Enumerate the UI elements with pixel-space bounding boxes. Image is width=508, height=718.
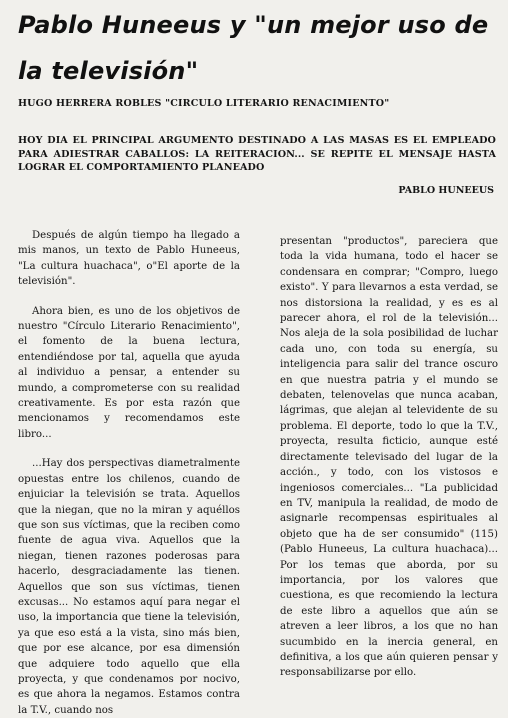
article-byline: HUGO HERRERA ROBLES "CIRCULO LITERARIO RENACIMIENTO" <box>18 98 390 109</box>
headline-line-2: la televisión" <box>18 57 199 85</box>
body-column-left <box>18 228 240 716</box>
body-paragraph: presentan "productos", pareciera que toda la vida humana, todo el hacer se condensara en comprar; "Compro, luego existo". Y para llevarnos a esta verdad, se nos distorsiona la realidad, y es es al parecer ahora, el rol de la televisión... Nos aleja de la sola posibilidad de luchar cada uno, con toda su energía, su inteligencia para salir del trance oscuro en que nuestra patria y el mundo se debaten, telenovelas que nunca acaban, lágrimas, que alejan al televidente de su problema. El deporte, todo lo que la T.V., proyecta, resulta ficticio, aunque esté directamente televisado del lugar de la acción., y todo, con los vistosos e ingeniosos comerciales... "La publicidad en TV, manipula la realidad, de modo de asignarle recompensas espirituales al objeto que ha de ser consumido" (115) (Pablo Huneeus, La cultura huachaca)... Por los temas que aborda, por su importancia, por los valores que cuestiona, es que recomiendo la lectura de este libro a aquellos que aún se atreven a leer libros, a los que no han sucumbido en la inercia general, en definitiva, a los que aún quieren pensar y responsabilizarse por ello. <box>280 236 498 679</box>
body-paragraph: Ahora bien, es uno de los objetivos de nuestro "Círculo Literario Renacimiento", el fomento de la buena lectura, entendiéndose por tal, aquella que ayuda al individuo a pensar, a entender su mundo, a comprometerse con su realidad creativamente. Es por esta razón que mencionamos y recomendamos este libro... <box>18 305 240 440</box>
deck-quote-author: PABLO HUNEEUS <box>398 185 494 196</box>
body-paragraph: Después de algún tiempo ha llegado a mis manos, un texto de Pablo Huneeus, "La cultura huachaca", o"El aporte de la televisión". <box>18 230 240 288</box>
body-column-right <box>280 234 498 695</box>
body-paragraph: ...Hay dos perspectivas diametralmente opuestas entre los chilenos, cuando de enjuiciar la televisión se trata. Aquellos que la niegan, que no la miran y aquéllos que son sus víctimas, que la reciben como fuente de agua viva. Aquellos que la niegan, tienen razones poderosas para hacerlo, desgraciadamente las tienen. Aquellos que son sus víctimas, tienen excusas... No estamos aquí para negar el uso, la importancia que tiene la televisión, ya que eso está a la vista, sino más bien, que por ese alcance, por esa dimensión que adquiere todo aquello que ella proyecta, y que condenamos por nocivo, es que ahora la negamos. Estamos contra la T.V., cuando nos <box>18 458 240 716</box>
article-deck-quote: HOY DIA EL PRINCIPAL ARGUMENTO DESTINADO A LAS MASAS ES EL EMPLEADO PARA ADIESTRAR CABALLOS: LA REITERACION... SE REPITE EL MENSAJE HASTA LOGRAR EL COMPORTAMIENTO PLANEADO <box>18 135 496 173</box>
headline-line-1: Pablo Huneeus y "un mejor uso de <box>18 11 489 39</box>
article-headline <box>18 2 498 94</box>
